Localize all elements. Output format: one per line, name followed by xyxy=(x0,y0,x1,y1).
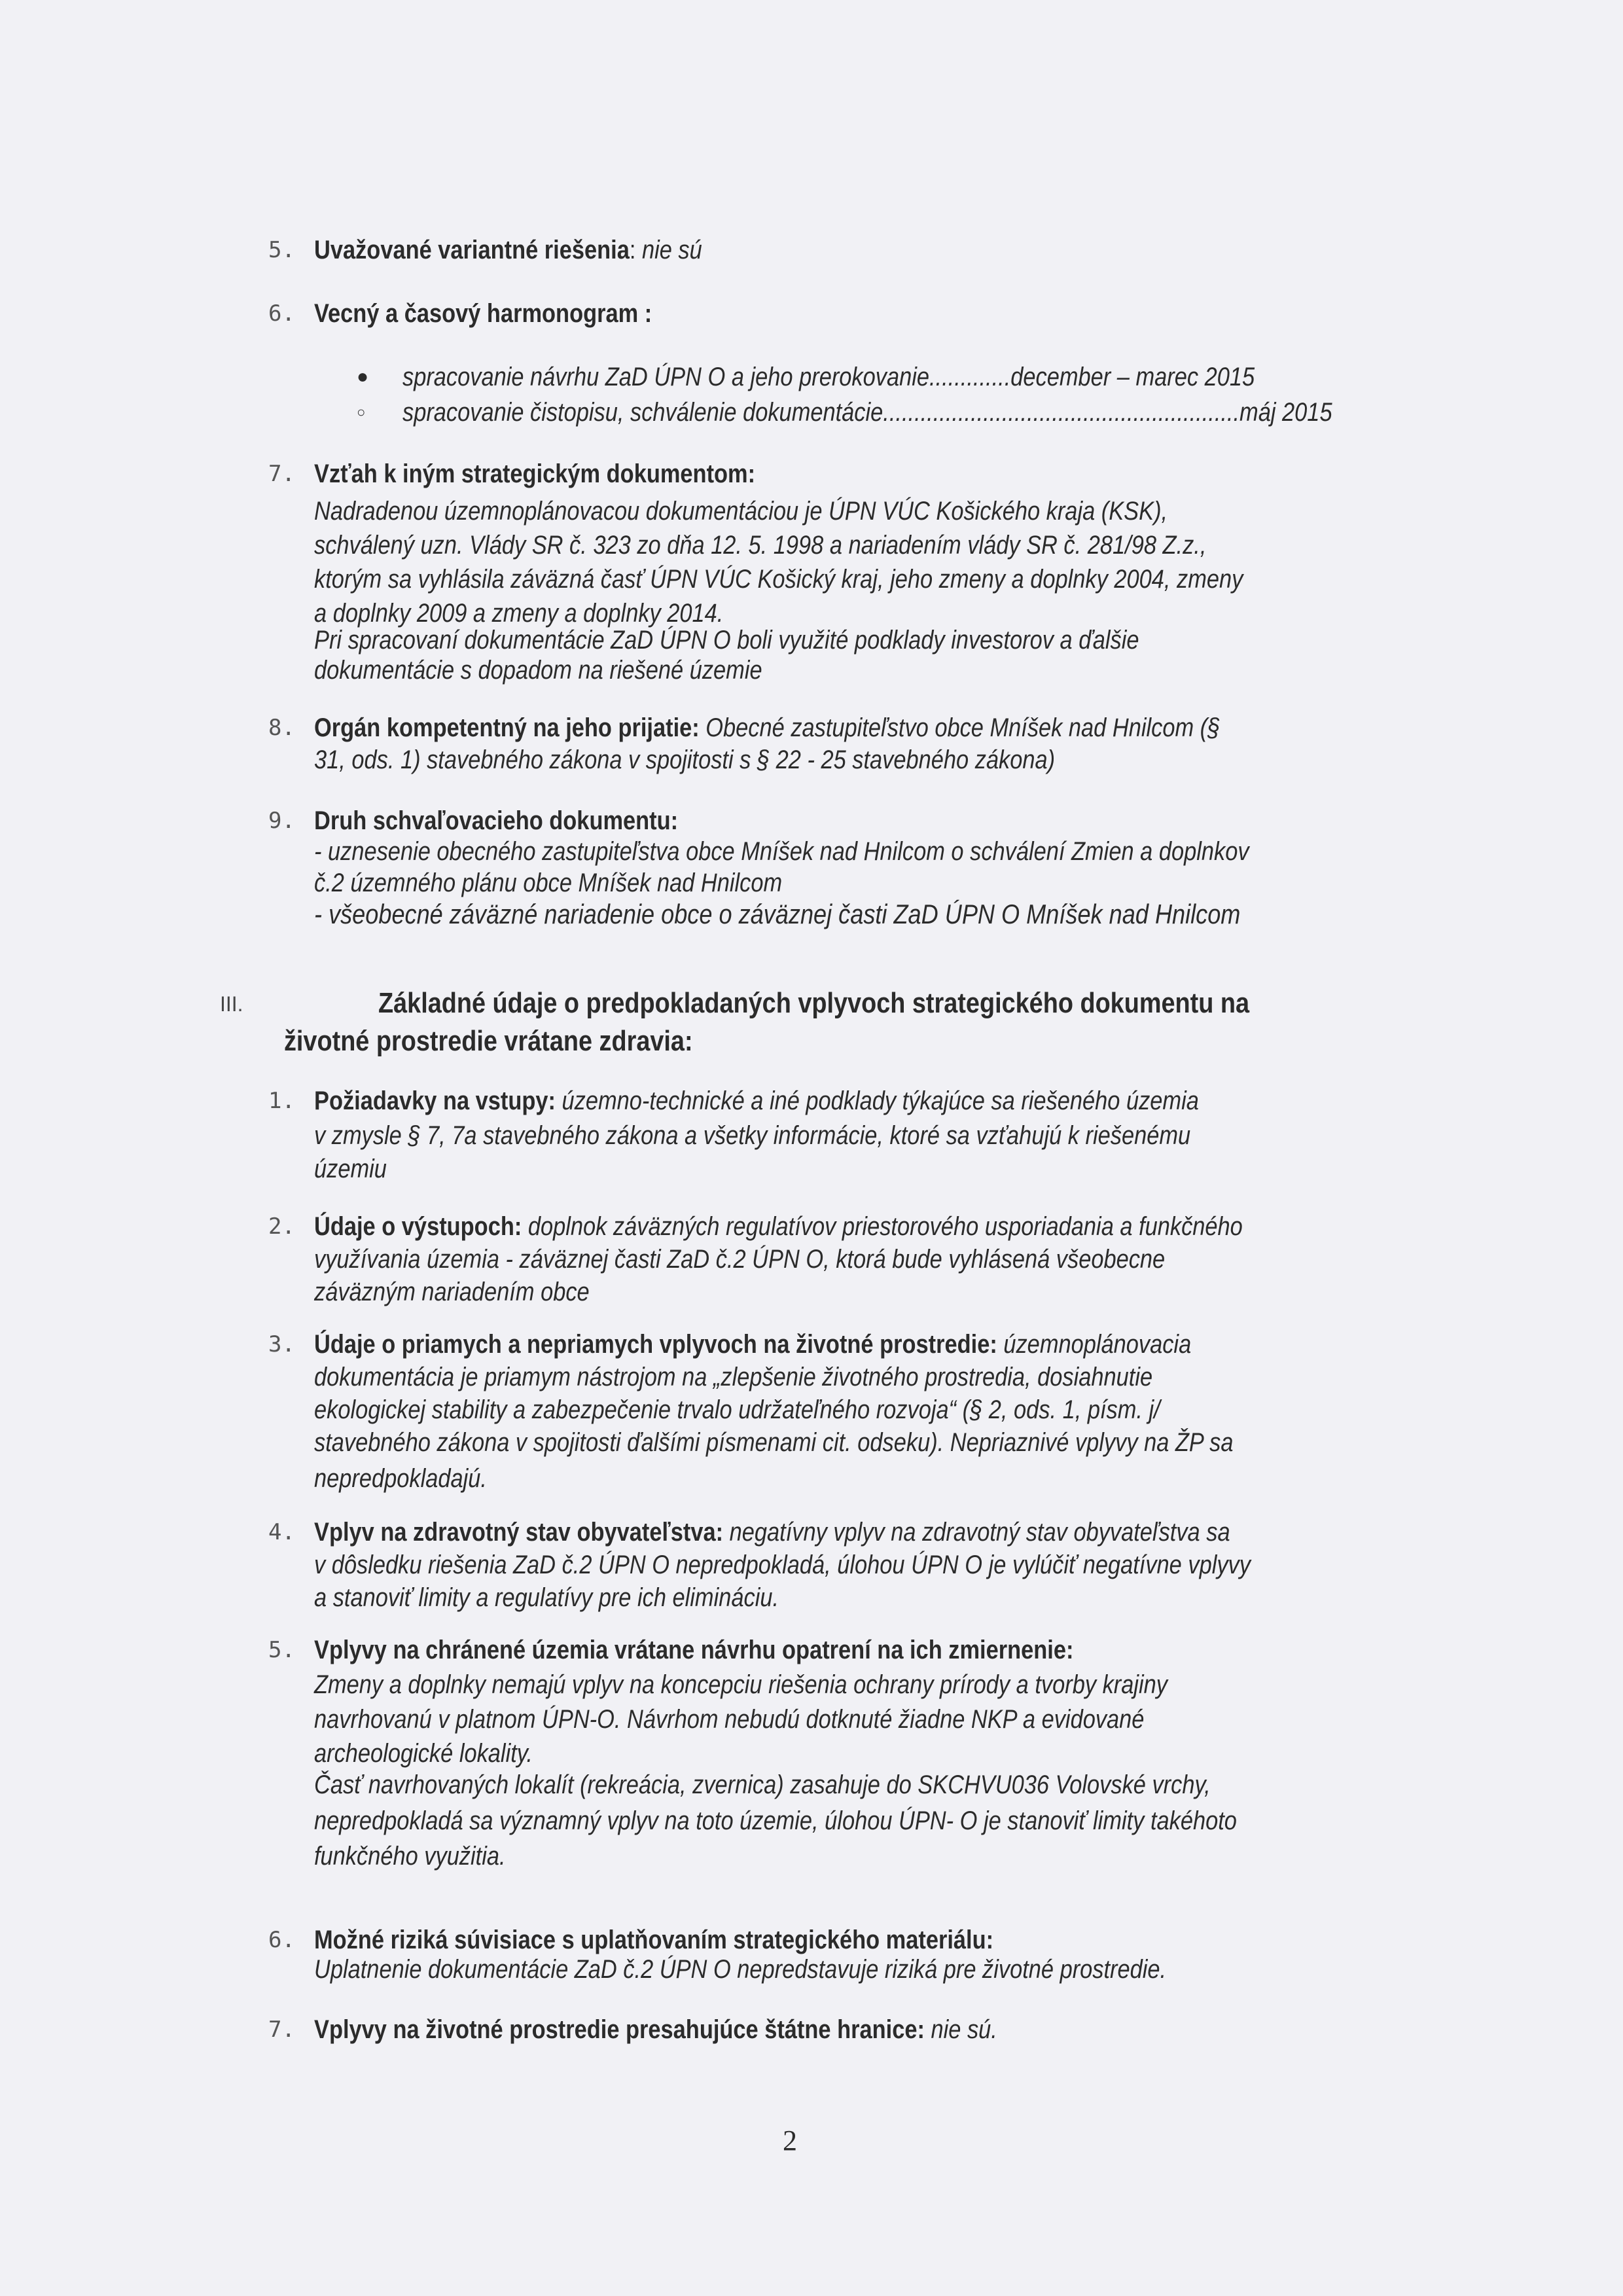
text-line: Obecné zastupiteľstvo obce Mníšek nad Hnilcom (§ xyxy=(705,713,1221,742)
item-label: Uvažované variantné riešenia xyxy=(314,236,630,264)
item-number: 7. xyxy=(268,2017,295,2043)
text-line: Pri spracovaní dokumentácie ZaD ÚPN O boli využité podklady investorov a ďalšie xyxy=(314,626,1139,655)
item-label: Vecný a časový harmonogram : xyxy=(314,299,652,328)
item-number: 9. xyxy=(268,808,295,834)
text-line: dokumentácia je priamym nástrojom na „zlepšenie životného prostredia, dosiahnutie xyxy=(314,1363,1153,1391)
item-label: Možné riziká súvisiace s uplatňovaním strategického materiálu: xyxy=(314,1926,994,1954)
item-label: Druh schvaľovacieho dokumentu: xyxy=(314,806,679,835)
item-number: 3. xyxy=(268,1331,295,1357)
text-line: navrhovanú v platnom ÚPN-O. Návrhom nebudú dotknuté žiadne NKP a evidované xyxy=(314,1705,1145,1734)
text-line: - uznesenie obecného zastupiteľstva obce Mníšek nad Hnilcom o schválení Zmien a doplnkov xyxy=(314,837,1249,866)
item-number: 7. xyxy=(268,461,295,487)
item-value: nie sú. xyxy=(931,2015,997,2044)
item-label: Orgán kompetentný na jeho prijatie: xyxy=(314,713,700,742)
text-line: negatívny vplyv na zdravotný stav obyvateľstva sa xyxy=(729,1518,1230,1547)
bullet-hollow-icon: ○ xyxy=(357,404,366,420)
text-line: územiu xyxy=(314,1155,387,1183)
item-label: Vplyv na zdravotný stav obyvateľstva: xyxy=(314,1518,724,1547)
item-label: Vplyvy na chránené územia vrátane návrhu opatrení na ich zmiernenie: xyxy=(314,1636,1074,1664)
item-number: 6. xyxy=(268,1927,295,1953)
text-line: ktorým sa vyhlásila záväzná časť ÚPN VÚC Košický kraj, jeho zmeny a doplnky 2004, zmeny xyxy=(314,565,1243,594)
text-line: nepredpokladá sa významný vplyv na toto územie, úlohou ÚPN- O je stanoviť limity takéhoto xyxy=(314,1806,1237,1835)
text-line: - všeobecné záväzné nariadenie obce o záväznej časti ZaD ÚPN O Mníšek nad Hnilcom xyxy=(314,899,1241,929)
text-line: územnoplánovacia xyxy=(1003,1330,1192,1359)
text-line: funkčného využitia. xyxy=(314,1842,506,1871)
schedule-row: spracovanie návrhu ZaD ÚPN O a jeho prerokovanie.............december – marec 2015 xyxy=(402,363,1255,391)
page-number: 2 xyxy=(783,2125,797,2157)
item-number: 4. xyxy=(268,1519,295,1545)
item-number: 8. xyxy=(268,715,295,741)
item-label: Požiadavky na vstupy: xyxy=(314,1086,556,1115)
schedule-row: spracovanie čistopisu, schválenie dokumentácie.........................................................máj 2015 xyxy=(402,398,1332,427)
text-line: 31, ods. 1) stavebného zákona v spojitosti s § 22 - 25 stavebného zákona) xyxy=(314,745,1056,774)
text-line: Uplatnenie dokumentácie ZaD č.2 ÚPN O nepredstavuje riziká pre životné prostredie. xyxy=(314,1955,1167,1984)
text-line: využívania územia - záväznej časti ZaD č.2 ÚPN O, ktorá bude vyhlásená všeobecne xyxy=(314,1245,1166,1274)
text-line: stavebného zákona v spojitosti ďalšími písmenami cit. odseku). Nepriaznivé vplyvy na ŽP sa xyxy=(314,1428,1234,1457)
item-label: Vplyvy na životné prostredie presahujúce štátne hranice: xyxy=(314,2015,925,2044)
item-label: Údaje o priamych a nepriamych vplyvoch na životné prostredie: xyxy=(314,1330,997,1359)
text-line: v zmysle § 7, 7a stavebného zákona a všetky informácie, ktoré sa vzťahujú k riešenému xyxy=(314,1121,1191,1150)
text-line: v dôsledku riešenia ZaD č.2 ÚPN O nepredpokladá, úlohou ÚPN O je vylúčiť negatívne vplyvy xyxy=(314,1551,1251,1579)
text-line: schválený uzn. Vlády SR č. 323 zo dňa 12. 5. 1998 a nariadením vlády SR č. 281/98 Z.z., xyxy=(314,531,1207,560)
text-line: č.2 územného plánu obce Mníšek nad Hnilcom xyxy=(314,869,783,897)
text-line: ekologickej stability a zabezpečenie trvalo udržateľného rozvoja“ (§ 2, ods. 1, písm. j/ xyxy=(314,1395,1160,1424)
text-line: a stanoviť limity a regulatívy pre ich elimináciu. xyxy=(314,1583,779,1612)
item-label: Údaje o výstupoch: xyxy=(314,1212,522,1241)
item-number: 5. xyxy=(268,237,295,263)
text-line: záväzným nariadením obce xyxy=(314,1278,590,1306)
section-title-line: životné prostredie vrátane zdravia: xyxy=(284,1025,693,1057)
item-label: Vzťah k iným strategickým dokumentom: xyxy=(314,459,756,488)
text-line: a doplnky 2009 a zmeny a doplnky 2014. xyxy=(314,599,724,628)
section-title-line: Základné údaje o predpokladaných vplyvoch strategického dokumentu na xyxy=(378,987,1250,1019)
text-line: dokumentácie s dopadom na riešené územie xyxy=(314,656,762,685)
item-value: nie sú xyxy=(641,236,702,264)
item-number: 5. xyxy=(268,1637,295,1663)
bullet-icon: ● xyxy=(357,366,369,387)
text-line: archeologické lokality. xyxy=(314,1739,533,1768)
item-number: 1. xyxy=(268,1088,295,1114)
text-line: územno-technické a iné podklady týkajúce sa riešeného územia xyxy=(562,1086,1199,1115)
section-number: III. xyxy=(220,992,243,1016)
text-line: Nadradenou územnoplánovacou dokumentáciou je ÚPN VÚC Košického kraja (KSK), xyxy=(314,497,1168,526)
item-number: 2. xyxy=(268,1213,295,1240)
item-number: 6. xyxy=(268,300,295,327)
text-line: Zmeny a doplnky nemajú vplyv na koncepciu riešenia ochrany prírody a tvorby krajiny xyxy=(314,1670,1168,1699)
text-line: doplnok záväzných regulatívov priestorového usporiadania a funkčného xyxy=(527,1212,1243,1241)
text-line: Časť navrhovaných lokalít (rekreácia, zvernica) zasahuje do SKCHVU036 Volovské vrchy, xyxy=(314,1770,1211,1799)
text-line: nepredpokladajú. xyxy=(314,1464,487,1493)
